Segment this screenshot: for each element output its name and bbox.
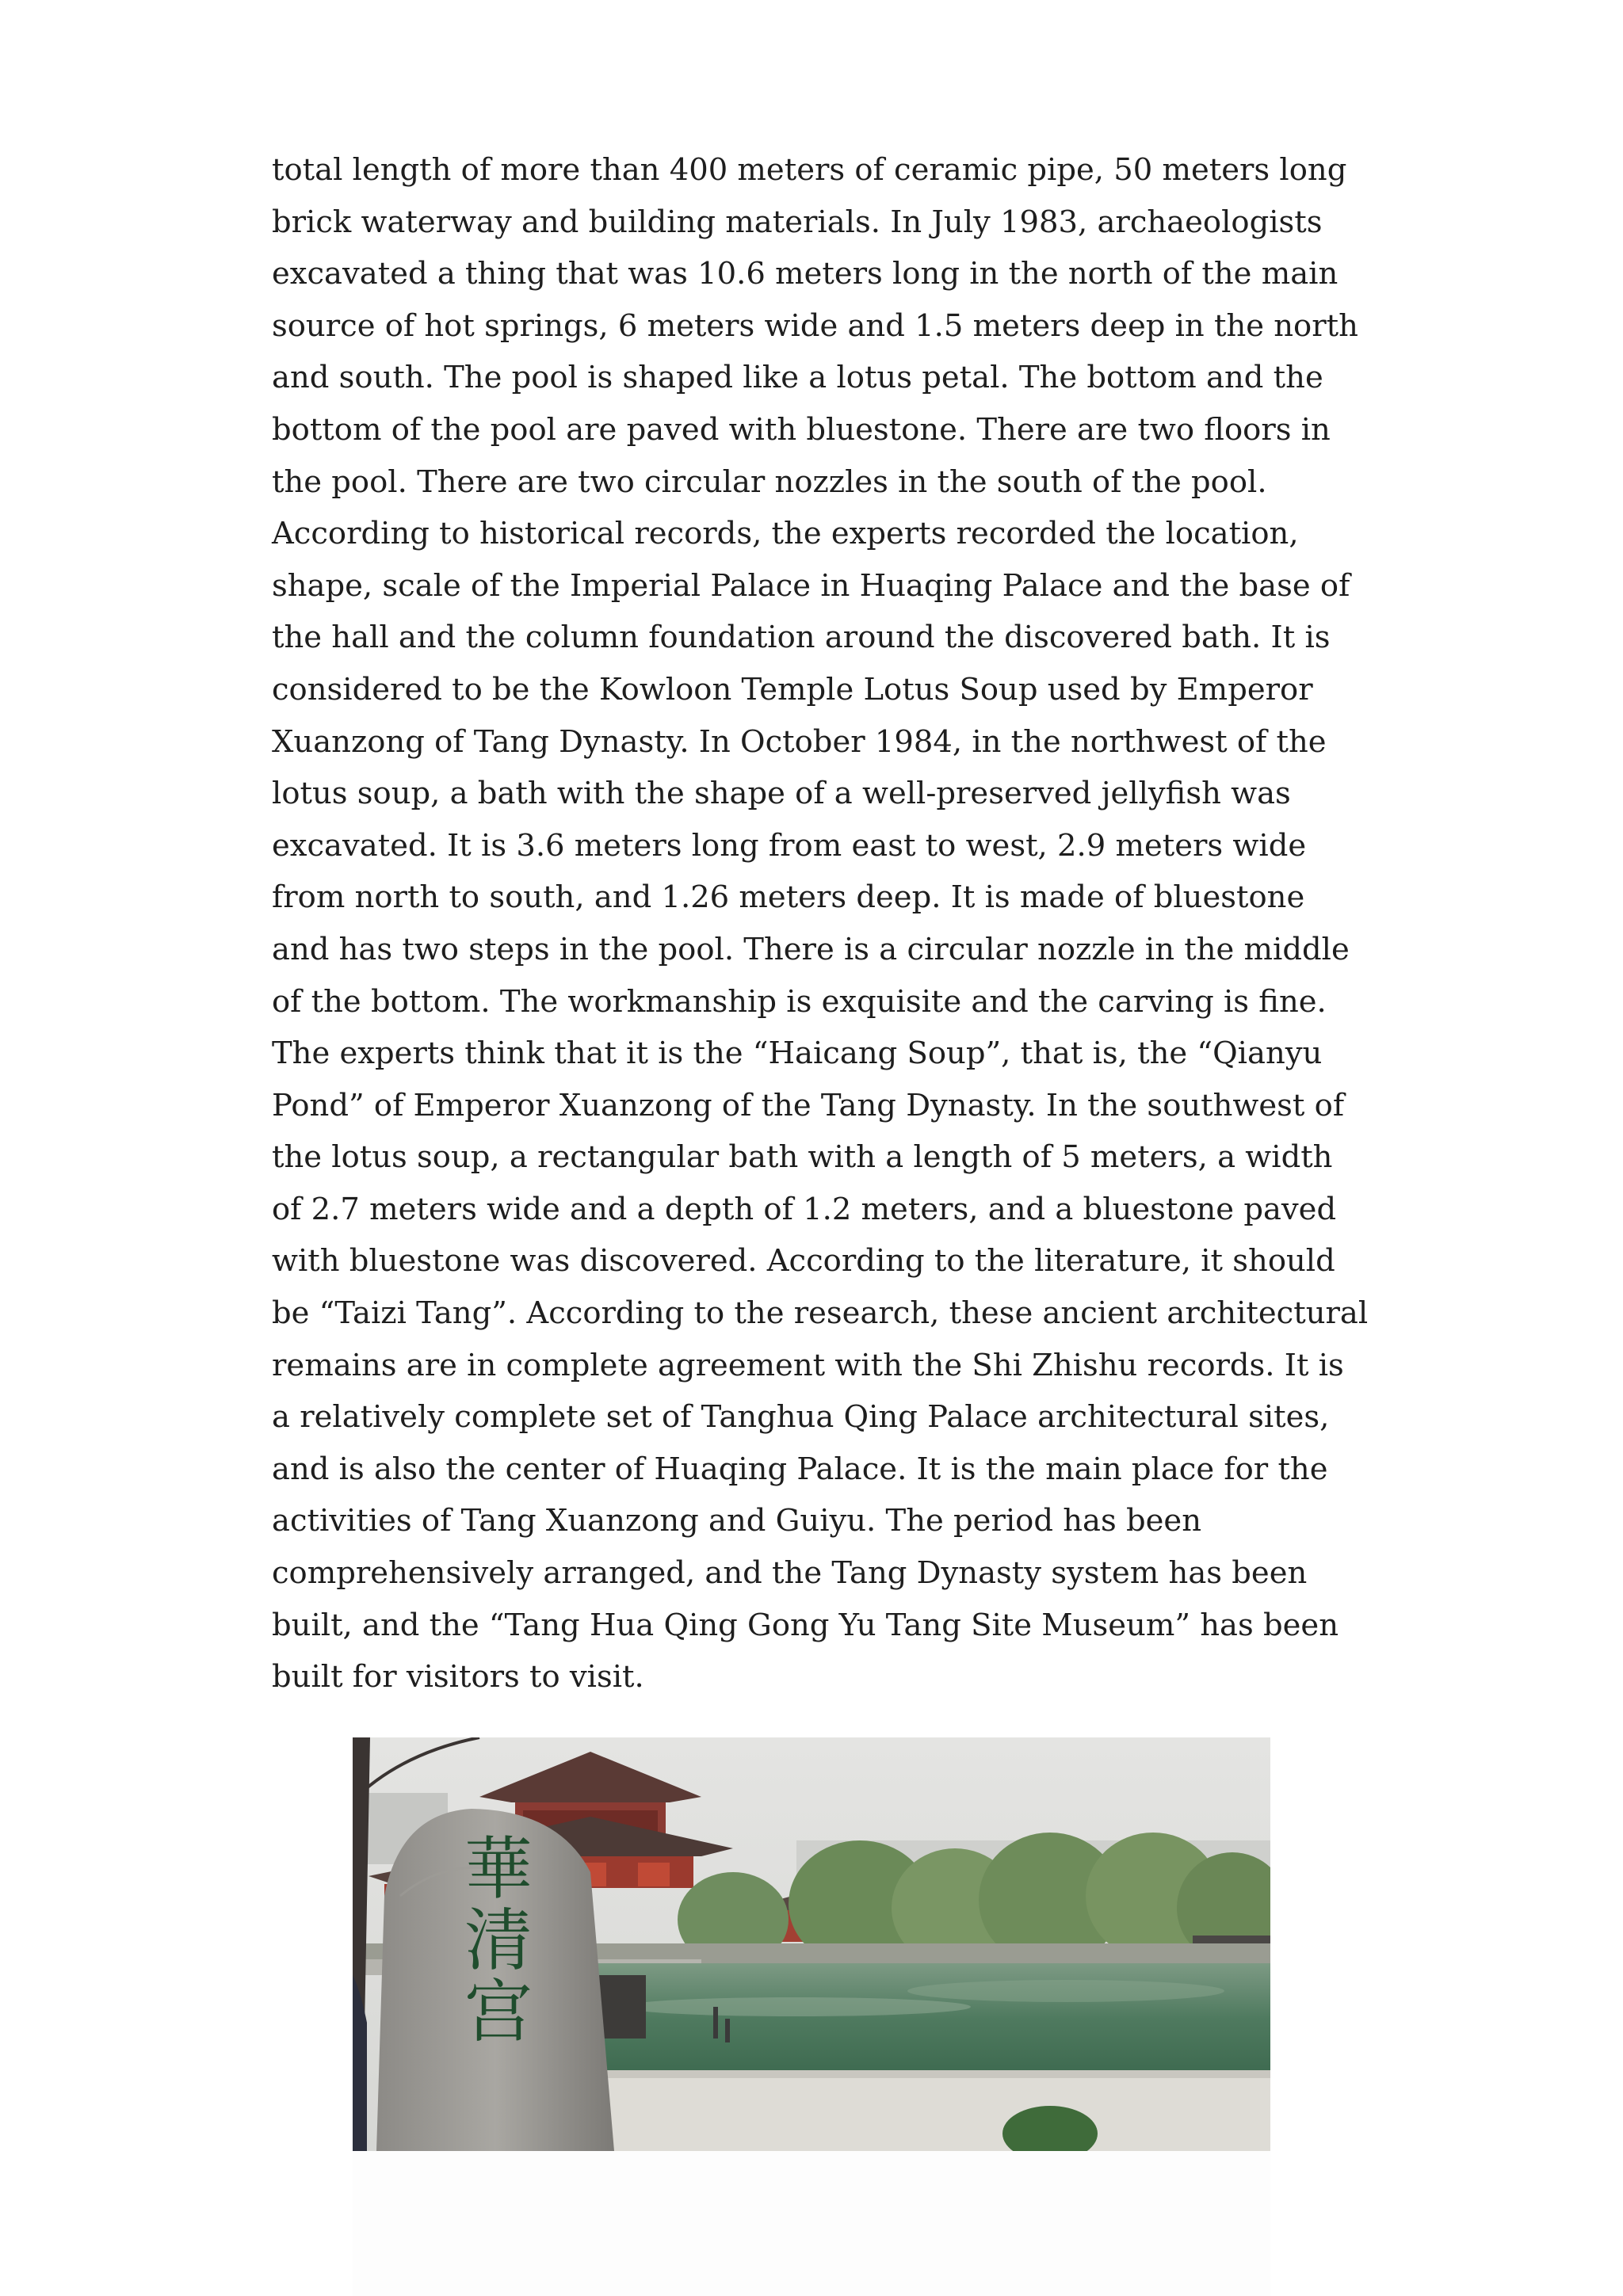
text-line: of 2.7 meters wide and a depth of 1.2 meters, and a bluestone paved — [272, 1191, 1337, 1227]
text-line: total length of more than 400 meters of ceramic pipe, 50 meters long — [272, 152, 1347, 188]
text-line: brick waterway and building materials. In July 1983, archaeologists — [272, 204, 1323, 240]
text-line: activities of Tang Xuanzong and Guiyu. The period has been — [272, 1503, 1201, 1539]
text-line: comprehensively arranged, and the Tang Dynasty system has been — [272, 1555, 1308, 1592]
text-line: from north to south, and 1.26 meters deep. It is made of bluestone — [272, 879, 1305, 916]
text-line: the hall and the column foundation around the discovered bath. It is — [272, 620, 1331, 656]
text-line: and south. The pool is shaped like a lotus petal. The bottom and the — [272, 360, 1323, 396]
text-line: Pond” of Emperor Xuanzong of the Tang Dynasty. In the southwest of — [272, 1087, 1345, 1123]
text-line: built for visitors to visit. — [272, 1659, 644, 1695]
text-line: and is also the center of Huaqing Palace. It is the main place for the — [272, 1451, 1328, 1487]
image-blank-area — [353, 2151, 1270, 2296]
text-line: Xuanzong of Tang Dynasty. In October 1984, in the northwest of the — [272, 723, 1327, 760]
text-line: with bluestone was discovered. According to the literature, it should — [272, 1243, 1335, 1280]
text-line: excavated a thing that was 10.6 meters long in the north of the main — [272, 256, 1338, 292]
text-line: built, and the “Tang Hua Qing Gong Yu Tang Site Museum” has been — [272, 1607, 1339, 1643]
text-line: remains are in complete agreement with the Shi Zhishu records. It is — [272, 1347, 1344, 1383]
text-line: considered to be the Kowloon Temple Lotus Soup used by Emperor — [272, 671, 1313, 707]
text-line: lotus soup, a bath with the shape of a well-preserved jellyfish was — [272, 776, 1291, 812]
text-line: The experts think that it is the “Haicang Soup”, that is, the “Qianyu — [272, 1035, 1323, 1072]
text-line: be “Taizi Tang”. According to the research, these ancient architectural — [272, 1295, 1369, 1332]
text-line: a relatively complete set of Tanghua Qing Palace architectural sites, — [272, 1399, 1330, 1436]
text-line: the pool. There are two circular nozzles in the south of the pool. — [272, 463, 1267, 500]
text-line: According to historical records, the experts recorded the location, — [272, 516, 1299, 552]
text-line: of the bottom. The workmanship is exquisite and the carving is fine. — [272, 983, 1327, 1020]
text-line: the lotus soup, a rectangular bath with a length of 5 meters, a width — [272, 1139, 1333, 1176]
text-line: bottom of the pool are paved with bluestone. There are two floors in — [272, 411, 1331, 448]
text-line: source of hot springs, 6 meters wide and 1.5 meters deep in the north — [272, 307, 1358, 344]
text-line: excavated. It is 3.6 meters long from east to west, 2.9 meters wide — [272, 827, 1307, 864]
body-paragraph — [272, 144, 1369, 1703]
text-line: shape, scale of the Imperial Palace in Huaqing Palace and the base of — [272, 567, 1350, 604]
huaqing-palace-photo — [353, 1737, 1270, 2151]
stone-inscription-text: 華清宫 — [453, 1833, 532, 2046]
text-line: and has two steps in the pool. There is a circular nozzle in the middle — [272, 931, 1350, 967]
